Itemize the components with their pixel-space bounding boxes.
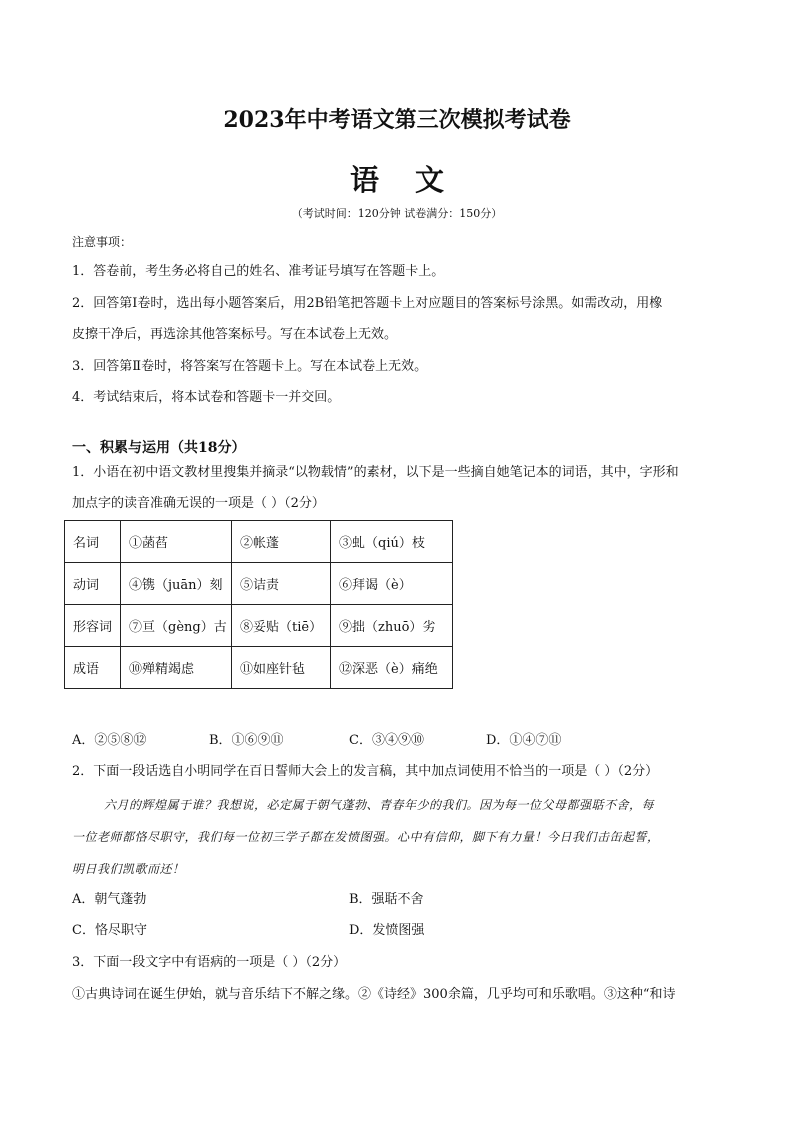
notes-heading: 注意事项：: [72, 235, 133, 249]
answer-option-a: A．朝气蓬勃: [72, 892, 147, 907]
table-cell: ⑨拙（zhuō）劣: [331, 605, 453, 647]
table-cell: ①菡萏: [121, 521, 232, 563]
question-text: 加点字的读音准确无误的一项是（ ）（2分）: [72, 496, 325, 511]
section-heading: 一、积累与运用（共18分）: [72, 440, 246, 456]
answer-option-d: D．①④⑦⑪: [486, 733, 562, 748]
passage-line: 一位老师都恪尽职守，我们每一位初三学子都在发愤图强。心中有信仰，脚下有力量！今日我们击缶起誓，: [72, 830, 660, 844]
table-cell: ⑩殚精竭虑: [121, 647, 232, 689]
note-item: 4．考试结束后，将本试卷和答题卡一并交回。: [72, 390, 341, 405]
passage-line: 明日我们凯歌而还！: [72, 862, 185, 876]
table-cell: ⑤诘责: [232, 563, 331, 605]
note-item: 2．回答第Ⅰ卷时，选出每小题答案后，用2B铅笔把答题卡上对应题目的答案标号涂黑。如需改动，用橡: [72, 296, 663, 311]
question-text: 2．下面一段话选自小明同学在百日誓师大会上的发言稿，其中加点词使用不恰当的一项是（ ）（2分）: [72, 764, 659, 779]
table-row: [65, 521, 453, 563]
subject-heading: 语文: [349, 163, 480, 197]
table-cell: 动词: [65, 563, 121, 605]
table-cell: 名词: [65, 521, 121, 563]
answer-option-a: A．②⑤⑧⑫: [72, 733, 147, 748]
exam-title: 2023年中考语文第三次模拟考试卷: [223, 107, 571, 133]
exam-info: （考试时间：120分钟 试卷满分：150分）: [291, 207, 503, 220]
answer-option-c: C．③④⑨⑩: [349, 733, 424, 748]
table-cell: ⑦亘（gèng）古: [121, 605, 232, 647]
note-item: 1．答卷前，考生务必将自己的姓名、准考证号填写在答题卡上。: [72, 264, 445, 279]
answer-option-b: B．强聒不舍: [349, 892, 424, 907]
table-cell: ⑧妥贴（tiē）: [232, 605, 331, 647]
answer-option-c: C．恪尽职守: [72, 923, 147, 938]
table-cell: 成语: [65, 647, 121, 689]
table-cell: 形容词: [65, 605, 121, 647]
note-item: 皮擦干净后，再选涂其他答案标号。写在本试卷上无效。: [72, 327, 398, 342]
table-cell: ⑫深恶（è）痛绝: [331, 647, 453, 689]
table-cell: ④镌（juān）刻: [121, 563, 232, 605]
table-cell: ③虬（qiú）枝: [331, 521, 453, 563]
table-cell: ⑥拜谒（è）: [331, 563, 453, 605]
table-cell: ②帐蓬: [232, 521, 331, 563]
answer-option-d: D．发愤图强: [349, 923, 425, 938]
table-row: [65, 605, 453, 647]
passage-line: 六月的辉煌属于谁？我想说，必定属于朝气蓬勃、青春年少的我们。因为每一位父母都强聒不舍，每: [104, 798, 655, 812]
answer-option-b: B．①⑥⑨⑪: [209, 733, 284, 748]
vocabulary-table: [64, 520, 453, 689]
table-row: [65, 647, 453, 689]
question-text: 1．小语在初中语文教材里搜集并摘录“以物载情”的素材，以下是一些摘自她笔记本的词语，其中，字形和: [72, 465, 679, 480]
table-cell: ⑪如座针毡: [232, 647, 331, 689]
note-item: 3．回答第Ⅱ卷时，将答案写在答题卡上。写在本试卷上无效。: [72, 359, 428, 374]
table-row: [65, 563, 453, 605]
question-text: 3．下面一段文字中有语病的一项是（ ）（2分）: [72, 955, 347, 970]
question-text: ①古典诗词在诞生伊始，就与音乐结下不解之缘。②《诗经》300余篇，几乎均可和乐歌唱。③这种“和诗: [72, 987, 676, 1002]
